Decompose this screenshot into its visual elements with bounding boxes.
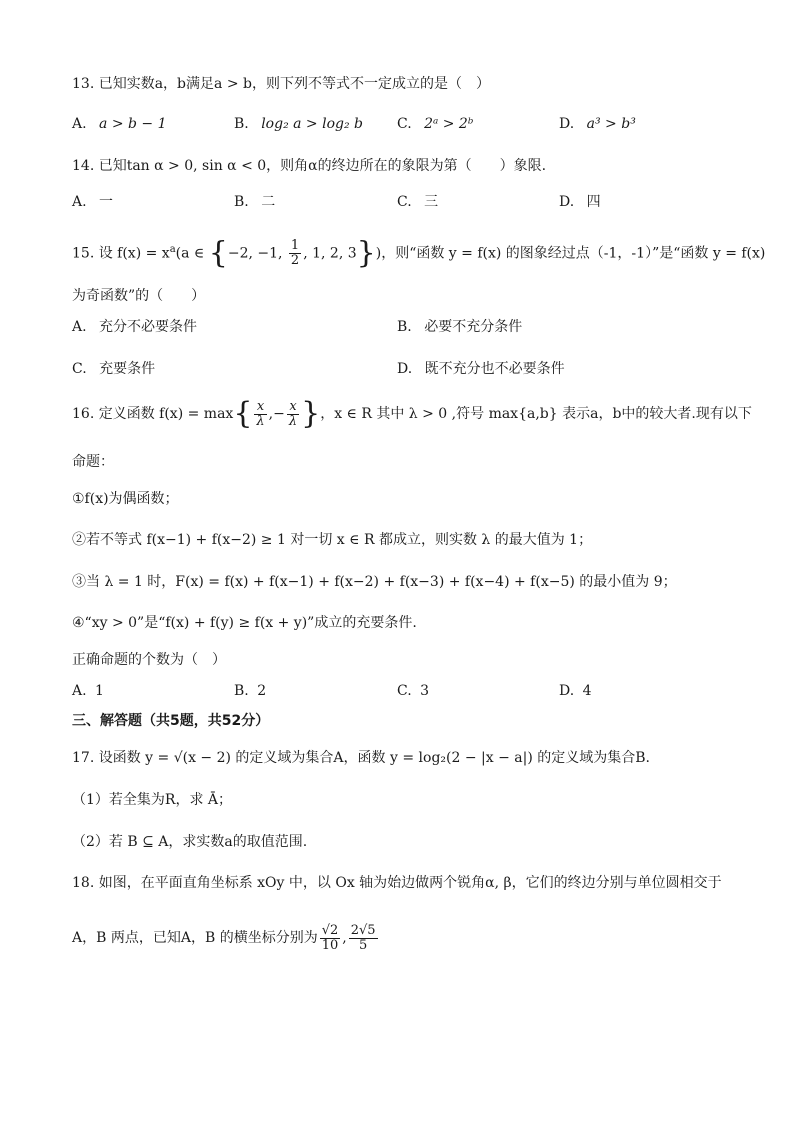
option-text: 4 [582,683,592,699]
fraction-numerator: 2√5 [350,922,376,938]
q15-stem-suffix: )，则“函数 y = f(x) 的图象经过点（-1，-1）”是“函数 y = f(x) [375,245,766,262]
q16-stem-prefix: 16. 定义函数 f(x) = max [72,406,234,422]
q13-option-b [234,114,363,134]
option-text: 1 [95,683,104,699]
right-brace-icon: } [356,235,376,271]
fraction-numerator: x [287,400,299,415]
option-text: a > b − 1 [99,116,167,132]
option-text: 必要不充分条件 [424,319,523,335]
option-text: 充要条件 [99,361,156,377]
q18-stem-line2: A，B 两点，已知A，B 的横坐标分别为 $\frac{√2}{10}$ , $\frac{2√5}{5}$ [72,922,376,953]
q15-option-b [397,317,522,337]
fraction-denominator: 5 [358,937,368,953]
q15-option-a [72,317,197,337]
q18-fraction-1 [320,924,341,953]
option-label: B. [397,319,412,335]
option-label: C. [397,194,412,210]
q18-fraction-2 [349,924,378,953]
option-text: a³ > b³ [586,116,636,132]
option-text: log₂ a > log₂ b [261,116,364,132]
option-label: A. [72,194,87,210]
q13-option-d [559,114,636,134]
q13-option-c [397,114,473,134]
option-label: D. [559,194,575,210]
q15-fraction [289,239,301,268]
option-label: B. [234,194,249,210]
q14-option-b [234,192,275,212]
option-label: B. [234,683,249,699]
q17-part-2: （2）若 B ⊆ A，求实数a的取值范围. [72,834,308,850]
q16-proposition-1: ①f(x)为偶函数； [72,491,179,507]
q16-proposition-2: ②若不等式 f(x−1) + f(x−2) ≥ 1 对一切 x ∈ R 都成立，则实数 λ 的最大值为 1； [72,532,593,548]
q16-fraction-1 [254,400,266,429]
option-label: D. [397,361,413,377]
left-brace-icon: { [233,396,253,431]
fraction-denominator: 10 [321,937,339,953]
q14-option-d [559,192,601,212]
option-label: D. [559,683,575,699]
q15-stem-line2: 为奇函数”的（ ） [72,288,206,304]
q13-stem: 13. 已知实数a，b满足a > b，则下列不等式不一定成立的是（ ） [72,76,490,92]
option-text: 二 [261,194,276,210]
q14-stem: 14. 已知tan α > 0, sin α < 0，则角α的终边所在的象限为第（ ）象限. [72,158,547,174]
q16-proposition-3: ③当 λ = 1 时，F(x) = f(x) + f(x−1) + f(x−2) + f(x−3) + f(x−4) + f(x−5) 的最小值为 9； [72,574,677,590]
q14-option-a [72,192,113,212]
q16-option-b [234,681,266,701]
fraction-numerator: x [254,400,266,415]
q16-proposition-4: ④“xy > 0”是“f(x) + f(y) ≥ f(x + y)”成立的充要条件. [72,615,417,631]
q15-exponent: a [169,244,176,255]
fraction-denominator: λ [256,413,265,429]
q18-stem: 18. 如图，在平面直角坐标系 xOy 中，以 Ox 轴为始边做两个锐角α, β，它们的终边分别与单位圆相交于 [72,875,722,891]
option-text: 2 [257,683,267,699]
q15-set-open: (a ∈ [175,245,209,262]
option-text: 3 [420,683,430,699]
option-label: C. [397,683,412,699]
q15-stem-prefix: 15. 设 f(x) = x [72,245,170,262]
right-brace-icon: } [301,396,321,431]
option-text: 充分不必要条件 [99,319,198,335]
q16-option-c [397,681,429,701]
fraction-denominator: 2 [290,253,300,269]
q16-fraction-2 [287,400,299,429]
fraction-denominator: λ [288,413,298,429]
q16-option-d [559,681,592,701]
option-text: 既不充分也不必要条件 [424,361,565,377]
option-label: A. [72,116,87,132]
option-label: A. [72,683,87,699]
option-label: B. [234,116,249,132]
option-text: 四 [586,194,601,210]
option-label: A. [72,319,87,335]
q18-line2-prefix: A，B 两点，已知A，B 的横坐标分别为 [72,930,318,946]
option-text: 一 [99,194,114,210]
option-text: 2ᵃ > 2ᵇ [424,116,474,132]
left-brace-icon: { [208,235,228,271]
fraction-numerator: √2 [321,922,339,938]
q17-stem: 17. 设函数 y = √(x − 2) 的定义域为集合A，函数 y = log₂(2 − |x − a|) 的定义域为集合B. [72,750,650,766]
q16-ask: 正确命题的个数为（ ） [72,652,226,668]
option-text: 三 [424,194,439,210]
q16-stem-line2: 命题： [72,454,114,470]
option-label: C. [72,361,87,377]
q15-stem [72,232,765,272]
q15-option-c [72,359,155,379]
q16-stem-suffix: ，x ∈ R 其中 λ > 0 ,符号 max{a,b} 表示a，b中的较大者.现有以下 [320,406,752,422]
fraction-numerator: 1 [290,238,300,254]
section-heading: 三、解答题（共5题，共52分） [72,713,270,729]
q15-set-items-post: , 1, 2, 3 [303,245,357,262]
q16-option-a [72,681,104,701]
q14-option-c [397,192,438,212]
q15-set-items-pre: −2, −1, [227,245,287,262]
q15-option-d [397,359,565,379]
q17-part-1: （1）若全集为R，求 Ā； [72,792,233,808]
option-label: D. [559,116,575,132]
q16-stem: 16. 定义函数 f(x) = max{ $\frac{x}{\lambda}$ ,− $\frac{x}{\lambda}$ }，x ∈ R 其中 λ > 0 ,符号 max{a,b} 表示a，b中的较大者.现有以下 [72,396,752,431]
option-label: C. [397,116,412,132]
q13-option-a [72,114,167,134]
